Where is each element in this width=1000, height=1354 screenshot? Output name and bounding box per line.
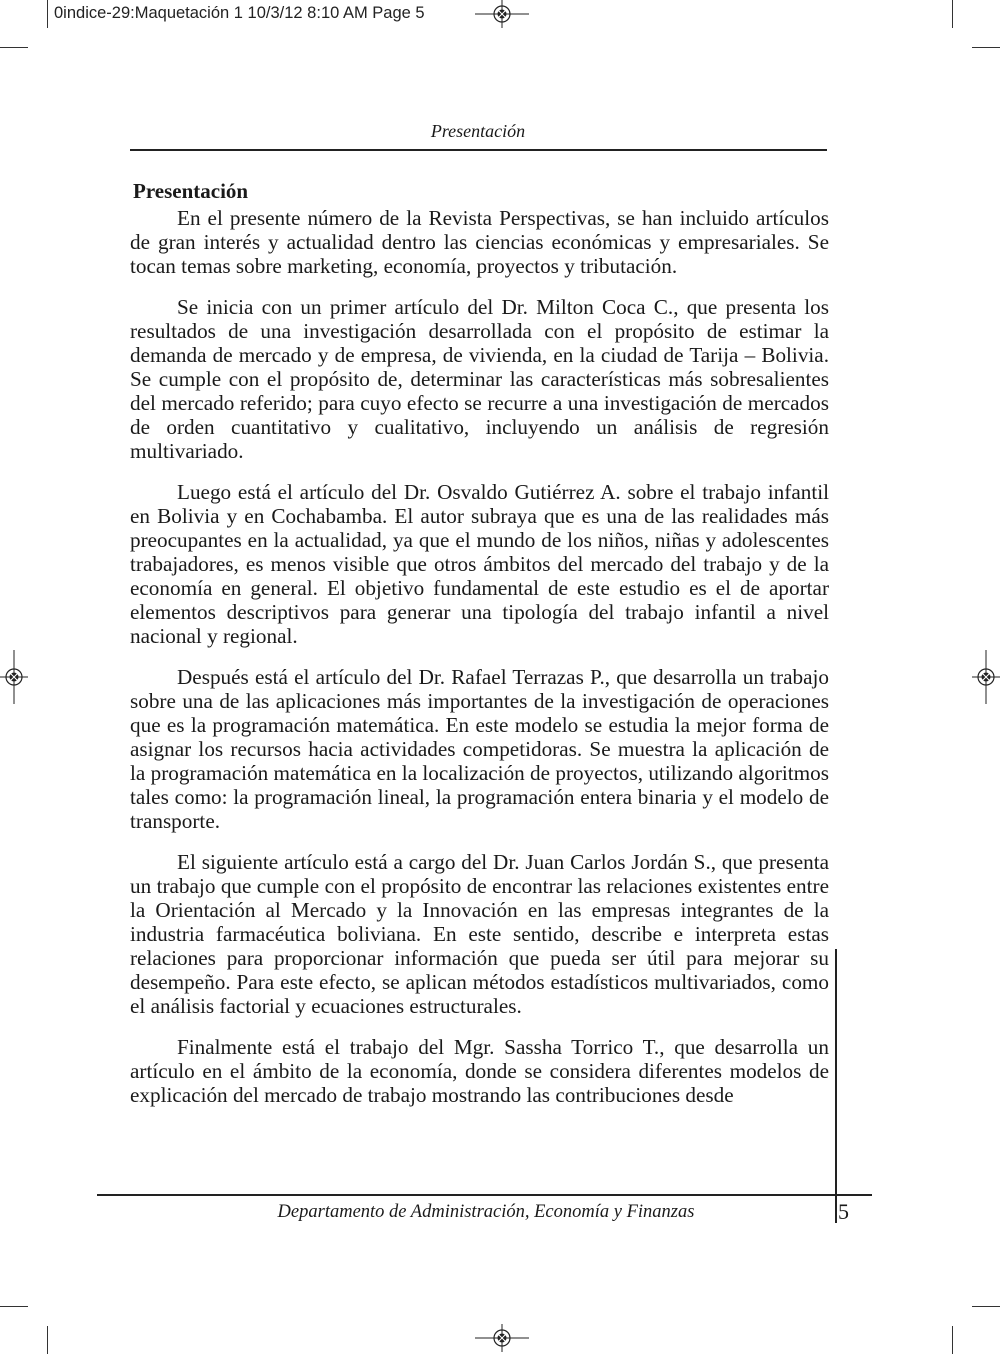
paragraph: Luego está el artículo del Dr. Osvaldo Gutiérrez A. sobre el trabajo infantil en Bolivia y en Cochabamba. El autor subraya que es una de las realidades más preocupantes en la actualidad, ya que el mundo de los niños, niñas y adolescentes trabajadores, es menos visible que otros ámbitos del mercado del trabajo y de la economía en general. El objetivo fundamental de este estudio es el de aportar elementos descriptivos para generar una tipología del trabajo infantil a nivel nacional y regional. [130, 480, 829, 648]
paragraph: En el presente número de la Revista Perspectivas, se han incluido artículos de gran interés y actualidad dentro las ciencias económicas y empresariales. Se tocan temas sobre marketing, economía, proyectos y tributación. [130, 206, 829, 278]
print-slug: 0indice-29:Maquetación 1 10/3/12 8:10 AM Page 5 [54, 4, 425, 22]
crop-mark-bottom-right [952, 1326, 953, 1354]
crop-mark-bottom-right-h [972, 1306, 1000, 1307]
paragraph: Finalmente está el trabajo del Mgr. Sassha Torrico T., que desarrolla un artículo en el ámbito de la economía, donde se considera diferentes modelos de explicación del mercado de trabajo mostrando las contribuciones desde [130, 1035, 829, 1107]
paragraph: El siguiente artículo está a cargo del Dr. Juan Carlos Jordán S., que presenta un trabajo que cumple con el propósito de encontrar las relaciones existentes entre la Orientación al Mercado y la Innovación en las empresas integrantes de la industria farmacéutica boliviana. En este sentido, describe e interpreta estas relaciones para proporcionar información que pueda ser útil para mejorar su desempeño. Para este efecto, se aplican métodos estadísticos multivariados, como el análisis factorial y ecuaciones estructurales. [130, 850, 829, 1018]
footer-rule [97, 1194, 872, 1196]
footer-text: Departamento de Administración, Economía y Finanzas [277, 1202, 695, 1222]
crop-mark-top-right [952, 0, 953, 28]
crop-mark-top-left-h [0, 47, 28, 48]
article-body [130, 178, 829, 1124]
section-heading: Presentación [133, 179, 249, 203]
registration-mark-left-icon [0, 650, 28, 704]
running-head: Presentación [430, 121, 526, 141]
crop-mark-top-right-h [972, 47, 1000, 48]
crop-mark-top-left [47, 0, 48, 28]
registration-mark-top-icon [475, 0, 529, 28]
paragraph: Después está el artículo del Dr. Rafael Terrazas P., que desarrolla un trabajo sobre una de las aplicaciones más importantes de la investigación de operaciones que es la programación matemática. En este modelo se estudia la mejor forma de asignar los recursos hacia actividades competidoras. Se muestra la aplicación de la programación matemática en la localización de proyectos, utilizando algoritmos tales como: la programación lineal, la programación entera binaria y el modelo de transporte. [130, 665, 829, 833]
crop-mark-bottom-left [47, 1326, 48, 1354]
header-rule [130, 149, 827, 151]
registration-mark-right-icon [972, 650, 1000, 704]
page-number: 5 [838, 1199, 849, 1224]
crop-mark-bottom-left-h [0, 1306, 28, 1307]
margin-rule [835, 949, 837, 1223]
paragraph: Se inicia con un primer artículo del Dr. Milton Coca C., que presenta los resultados de una investigación desarrollada con el propósito de estimar la demanda de mercado y de empresa, de vivienda, en la ciudad de Tarija – Bolivia. Se cumple con el propósito de, determinar las características más sobresalientes del mercado referido; para cuyo efecto se recurre a una investigación de mercados de orden cuantitativo y cualitativo, incluyendo un análisis de regresión multivariado. [130, 295, 829, 463]
registration-mark-bottom-icon [475, 1324, 529, 1352]
